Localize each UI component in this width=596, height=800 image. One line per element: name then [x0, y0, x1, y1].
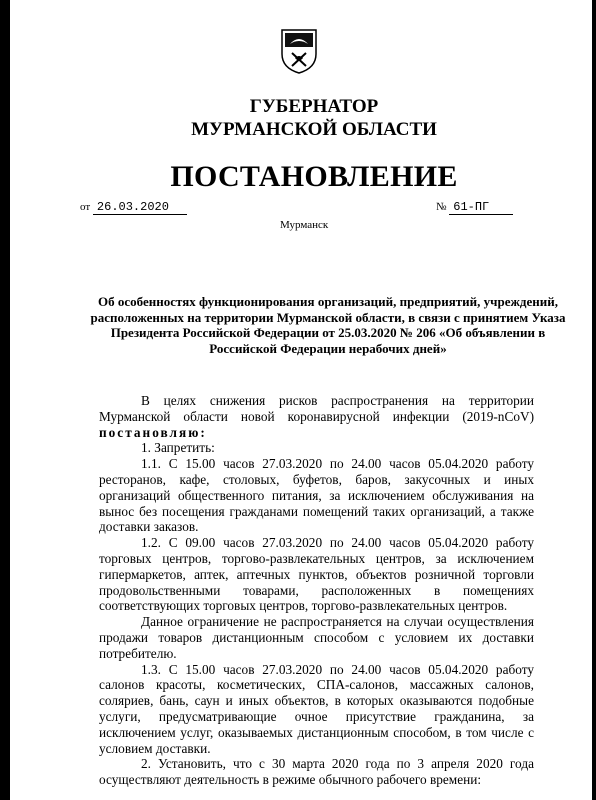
coat-of-arms-icon [280, 28, 318, 74]
paragraph-1-2b: Данное ограничение не распространяется на случаи осуществления продажи товаров дистанционным способом с условием их доставки потребителю. [99, 614, 534, 661]
paragraph-1-2: 1.2. С 09.00 часов 27.03.2020 по 24.00 часов 05.04.2020 работу торговых центров, торгово-развлекательных центров, за исключением гипермаркетов, аптек, аптечных пунктов, объектов розничной торговли продовольственными товарами, расположенных в помещениях соответствующих торговых центров, торгово-развлекательных центров. [99, 535, 534, 614]
intro-text: В целях снижения рисков распространения на территории Мурманской области новой коронавирусной инфекции (2019-nCoV) [99, 393, 534, 424]
document-body [99, 393, 534, 788]
document-title: ПОСТАНОВЛЕНИЕ [170, 160, 458, 193]
intro-keyword: постановляю: [99, 424, 207, 440]
paragraph-intro [99, 393, 534, 440]
date-prefix: от [80, 201, 91, 213]
document-city: Мурманск [280, 219, 329, 231]
paragraph-1-1: 1.1. С 15.00 часов 27.03.2020 по 24.00 часов 05.04.2020 работу ресторанов, кафе, столовых, буфетов, баров, закусочных и иных организаций общественного питания, за исключением обслуживания на вынос без посещения гражданами помещений таких организаций, а также доставки заказов. [99, 456, 534, 535]
number-line [436, 200, 513, 215]
date-line [80, 200, 187, 215]
document-date: 26.03.2020 [93, 200, 187, 215]
issuer-line-2: МУРМАНСКОЙ ОБЛАСТИ [191, 119, 437, 140]
number-prefix: № [436, 201, 447, 213]
document-subject: Об особенностях функционирования организаций, предприятий, учреждений, расположенных на территории Мурманской области, в связи с принятием Указа Президента Российской Федерации от 25.03.2020 № 206 «Об объявлении в Российской Федерации нерабочих дней» [90, 294, 566, 356]
document-page [10, 0, 592, 800]
paragraph-1-3: 1.3. С 15.00 часов 27.03.2020 по 24.00 часов 05.04.2020 работу салонов красоты, косметических, СПА-салонов, массажных салонов, соляриев, бань, саун и иных объектов, в которых оказываются подобные услуги, предусматривающие очное присутствие гражданина, за исключением услуг, оказываемых дистанционным способом, в том числе с условием доставки. [99, 661, 534, 756]
paragraph-1: 1. Запретить: [141, 440, 215, 456]
issuer-line-1: ГУБЕРНАТОР [249, 96, 379, 117]
document-number: 61-ПГ [449, 200, 513, 215]
paragraph-2: 2. Установить, что с 30 марта 2020 года по 3 апреля 2020 года осуществляют деятельность в режиме обычного рабочего времени: [99, 756, 534, 788]
